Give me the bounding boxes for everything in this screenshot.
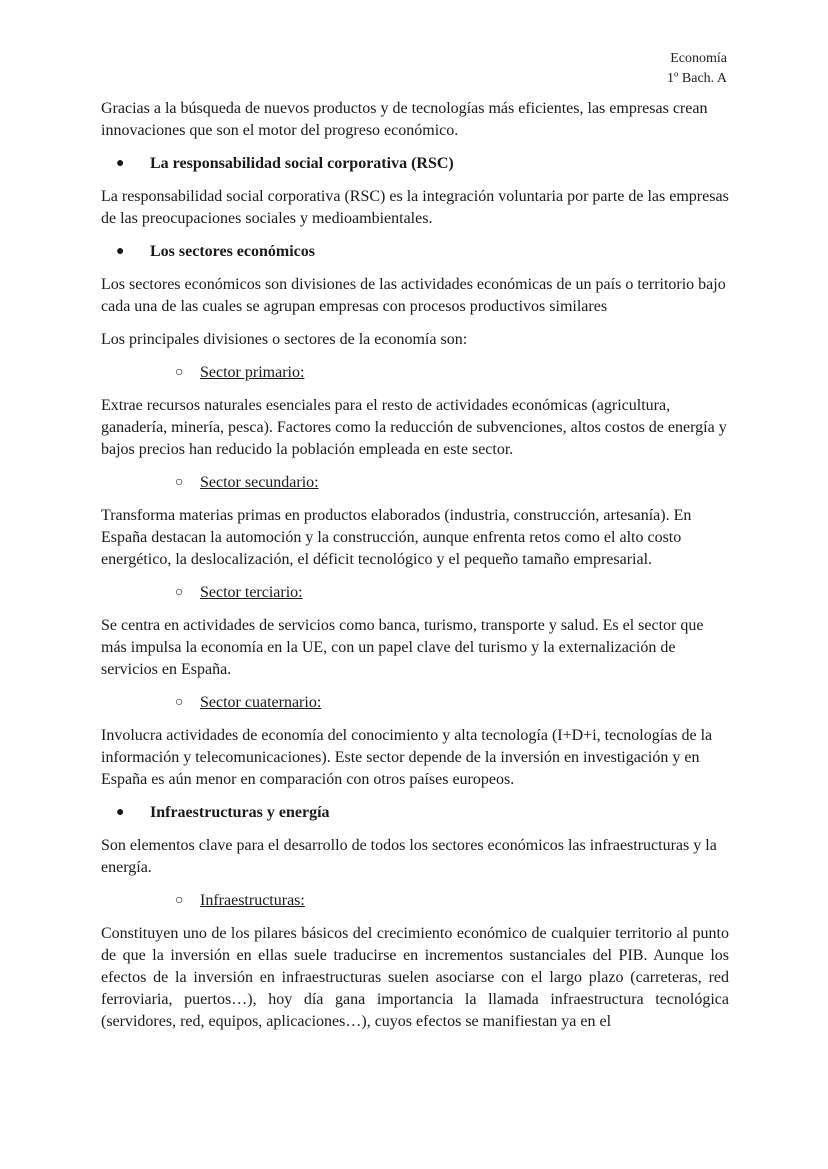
sectores-heading bbox=[101, 241, 729, 263]
circle-bullet-icon: ○ bbox=[175, 695, 184, 710]
page-header bbox=[667, 49, 727, 89]
sector-primario-heading bbox=[101, 362, 729, 384]
sector-label: Sector secundario: bbox=[200, 474, 319, 491]
circle-bullet-icon: ○ bbox=[175, 365, 184, 380]
sectores-heading-text: Los sectores económicos bbox=[150, 243, 315, 260]
sectores-list-intro: Los principales divisiones o sectores de la economía son: bbox=[101, 331, 468, 348]
infra-heading bbox=[101, 802, 729, 824]
bullet-icon: ● bbox=[116, 244, 125, 259]
infraestructuras-paragraph: Constituyen uno de los pilares básicos del crecimiento económico de cualquier territorio al punto de que la inversión en ellas suele traducirse en incrementos sustanciales del PIB. Aunque los efectos de la inversión en infraestructuras suelen asociarse con el largo plazo (carreteras, red ferroviaria, puertos…), hoy día gana importancia la llamada infraestructura tecnológica (servidores, red, equipos, aplicaciones…), cuyos efectos se manifiestan ya en el bbox=[101, 925, 729, 1030]
sector-label: Sector cuaternario: bbox=[200, 694, 322, 711]
circle-bullet-icon: ○ bbox=[175, 585, 184, 600]
sector-secundario-heading bbox=[101, 472, 729, 494]
sector-primario-paragraph: Extrae recursos naturales esenciales para el resto de actividades económicas (agricultura, ganadería, minería, pesca). Factores como la reducción de subvenciones, altos costos de energía y bajos precios han reducido la población empleada en este sector. bbox=[101, 397, 727, 458]
header-class: 1º Bach. A bbox=[667, 71, 727, 86]
sector-label: Sector primario: bbox=[200, 364, 305, 381]
circle-bullet-icon: ○ bbox=[175, 475, 184, 490]
infraestructuras-heading bbox=[101, 890, 729, 912]
infraestructuras-label: Infraestructuras: bbox=[200, 892, 305, 909]
bullet-icon: ● bbox=[116, 805, 125, 820]
circle-bullet-icon: ○ bbox=[175, 893, 184, 908]
sector-cuaternario-heading bbox=[101, 692, 729, 714]
sector-secundario-paragraph: Transforma materias primas en productos elaborados (industria, construcción, artesanía). En España destacan la automoción y la construcción, aunque enfrenta retos como el alto costo energético, la deslocalización, el déficit tecnológico y el pequeño tamaño empresarial. bbox=[101, 507, 692, 568]
sector-cuaternario-paragraph: Involucra actividades de economía del conocimiento y alta tecnología (I+D+i, tecnologías de la información y telecomunicaciones). Este sector depende de la inversión en investigación y en España es aún menor en comparación con otros países europeos. bbox=[101, 727, 713, 788]
bullet-icon: ● bbox=[116, 156, 125, 171]
rsc-paragraph: La responsabilidad social corporativa (RSC) es la integración voluntaria por parte de las empresas de las preocupaciones sociales y medioambientales. bbox=[101, 188, 729, 227]
rsc-heading-text: La responsabilidad social corporativa (RSC) bbox=[150, 155, 454, 172]
sectores-paragraph: Los sectores económicos son divisiones de las actividades económicas de un país o territorio bajo cada una de las cuales se agrupan empresas con procesos productivos similares bbox=[101, 276, 726, 315]
sector-label: Sector terciario: bbox=[200, 584, 303, 601]
document-body bbox=[101, 98, 729, 1033]
rsc-heading bbox=[101, 153, 729, 175]
intro-paragraph: Gracias a la búsqueda de nuevos productos y de tecnologías más eficientes, las empresas crean innovaciones que son el motor del progreso económico. bbox=[101, 100, 708, 139]
sector-terciario-heading bbox=[101, 582, 729, 604]
sector-terciario-paragraph: Se centra en actividades de servicios como banca, turismo, transporte y salud. Es el sector que más impulsa la economía en la UE, con un papel clave del turismo y la externalización de servicios en España. bbox=[101, 617, 704, 678]
infra-heading-text: Infraestructuras y energía bbox=[150, 804, 330, 821]
header-subject: Economía bbox=[670, 51, 727, 66]
infra-paragraph: Son elementos clave para el desarrollo de todos los sectores económicos las infraestructuras y la energía. bbox=[101, 837, 717, 876]
